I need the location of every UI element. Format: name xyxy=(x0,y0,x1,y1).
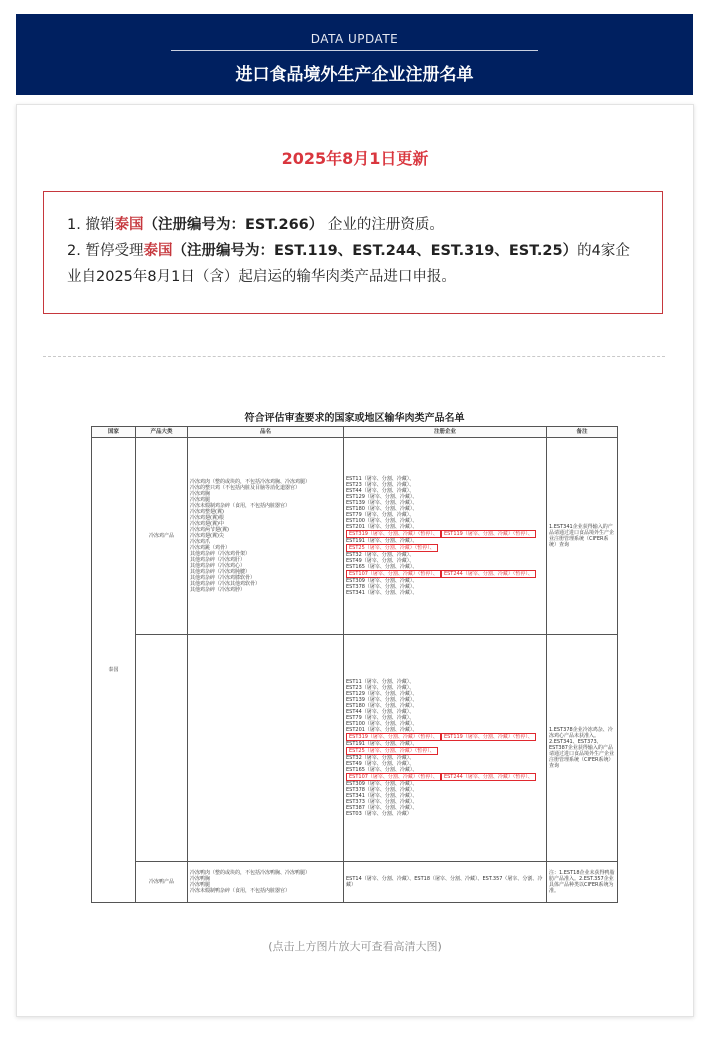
duck-product-list xyxy=(188,862,344,903)
product-item: 冷冻鸡肉（整的或块的，不包括冷冻鸡胸、冷冻鸡腿） xyxy=(190,479,311,486)
est-item: EST107（屠宰、分割、冷藏）（暂停）、 xyxy=(346,570,441,578)
product-item: 冷冻鸭胸 xyxy=(190,876,211,883)
notice-line-1 xyxy=(67,212,640,238)
product-item: 其他鸡杂碎（冷冻其他鸡软骨） xyxy=(190,581,261,588)
chicken-product-list xyxy=(188,438,344,635)
notice-2-prefix: 2. 暂停受理 xyxy=(67,243,144,259)
est-item: EST165（屠宰、分割、冷藏）、 xyxy=(346,767,418,774)
category-chicken: 冷冻鸡产品 xyxy=(136,438,188,635)
remark-2: 1.EST378企业冷冻鸡杂、冷冻鸡心产品未获准入。2.EST341、EST373、EST387企业获得输入的产品请通过进口食品境外生产企业注册管理系统（CIFER系统）查询 xyxy=(547,635,618,862)
est-item: EST119（屠宰、分割、冷藏）（暂停）、 xyxy=(441,733,536,741)
product-item: 冷冻未煅制鸡杂碎（食用，不包括内脏器官） xyxy=(190,503,291,510)
est-item: EST44（屠宰、分割、冷藏）、 xyxy=(346,488,415,495)
notice-2-suffix: 的4家企业自2025年8月1日（含）起启运的输华肉类产品进口申报。 xyxy=(67,243,630,285)
est-duck: EST14（屠宰、分割、冷藏）、EST18（屠宰、分割、冷藏）、EST.357（屠宰、分割、冷藏） xyxy=(344,862,547,903)
chicken-product-list-2 xyxy=(188,635,344,862)
notice-2-country: 泰国 xyxy=(143,243,173,259)
est-item: EST244（屠宰、分割、冷藏）（暂停）、 xyxy=(441,570,536,578)
est-item: EST201（屠宰、分割、冷藏）、 xyxy=(346,727,418,734)
est-item: EST341（屠宰、分割、冷藏）、 xyxy=(346,590,418,597)
est-item: EST11（屠宰、分割、冷藏）、 xyxy=(346,679,415,686)
est-item: EST44（屠宰、分割、冷藏）、 xyxy=(346,709,415,716)
est-item: EST191（屠宰、分割、冷藏）、 xyxy=(346,538,418,545)
product-item: 冷冻鸭肉（整的或块的，不包括冷冻鸭胸、冷冻鸭腿） xyxy=(190,870,311,877)
header-divider xyxy=(171,50,538,51)
est-item: EST191（屠宰、分割、冷藏）、 xyxy=(346,741,418,748)
est-item: EST378（屠宰、分割、冷藏）、 xyxy=(346,787,418,794)
col-header-category: 产品大类 xyxy=(136,427,188,438)
est-item: EST49（屠宰、分割、冷藏）、 xyxy=(346,558,415,565)
est-item: EST180（屠宰、分割、冷藏）、 xyxy=(346,703,418,710)
est-item: EST79（屠宰、分割、冷藏）、 xyxy=(346,512,415,519)
est-item: EST309（屠宰、分割、冷藏）、 xyxy=(346,578,418,585)
update-date: 2025年8月1日更新 xyxy=(281,149,429,168)
est-item: EST139（屠宰、分割、冷藏）、 xyxy=(346,697,418,704)
notice-1-suffix: 企业的注册资质。 xyxy=(327,217,444,233)
est-item: EST373（屠宰、分割、冷藏）、 xyxy=(346,799,418,806)
est-item: EST201（屠宰、分割、冷藏）、 xyxy=(346,524,418,531)
category-chicken-2 xyxy=(136,635,188,862)
est-item: EST100（屠宰、分割、冷藏）、 xyxy=(346,721,418,728)
category-duck: 冷冻鸭产品 xyxy=(136,862,188,903)
col-header-country: 国家 xyxy=(92,427,136,438)
est-item: EST23（屠宰、分割、冷藏）、 xyxy=(346,685,415,692)
product-item: 其他鸡杂碎（冷冻鸡心） xyxy=(190,563,246,570)
est-item: EST319（屠宰、分割、冷藏）（暂停）、 xyxy=(346,733,441,741)
est-item: EST139（屠宰、分割、冷藏）、 xyxy=(346,500,418,507)
est-item: EST180（屠宰、分割、冷藏）、 xyxy=(346,506,418,513)
est-item: EST119（屠宰、分割、冷藏）（暂停）、 xyxy=(441,530,536,538)
product-item: 冷冻鸭腿 xyxy=(190,882,211,889)
remark-1: 1.EST341企业获得输入的产品请通过进口食品境外生产企业注册管理系统（CIFER系统）查询 xyxy=(547,438,618,635)
table-title: 符合评估审查要求的国家或地区输华肉类产品名单 xyxy=(92,412,618,427)
notice-2-reg: （注册编号为：EST.119、EST.244、EST.319、EST.25） xyxy=(172,243,578,259)
page-header xyxy=(16,14,693,95)
product-item: 其他鸡杂碎（冷冻鸡肝） xyxy=(190,557,246,564)
est-item: EST129（屠宰、分割、冷藏）、 xyxy=(346,691,418,698)
notice-1-reg: （注册编号为：EST.266） xyxy=(143,217,324,233)
product-item: 冷冻鸡整翅(翼) xyxy=(190,509,224,516)
col-header-product: 品名 xyxy=(188,427,344,438)
meat-product-list-image[interactable] xyxy=(91,412,617,903)
est-item: EST32（屠宰、分割、冷藏）、 xyxy=(346,755,415,762)
est-list-2 xyxy=(344,635,547,862)
est-item: EST100（屠宰、分割、冷藏）、 xyxy=(346,518,418,525)
est-item: EST165（屠宰、分割、冷藏）、 xyxy=(346,564,418,571)
est-item: EST23（屠宰、分割、冷藏）、 xyxy=(346,482,415,489)
est-item: EST11（屠宰、分割、冷藏）、 xyxy=(346,476,415,483)
col-header-remark: 备注 xyxy=(547,427,618,438)
est-item: EST309（屠宰、分割、冷藏）、 xyxy=(346,781,418,788)
image-caption: (点击上方图片放大可查看高清大图) xyxy=(268,940,442,953)
product-item: 冷冻鸡翅(翼)尖 xyxy=(190,533,224,540)
product-item: 其他鸡杂碎（冷冻鸡骨架） xyxy=(190,551,251,558)
est-item: EST25（屠宰、分割、冷藏）（暂停）、 xyxy=(346,544,438,552)
product-item: 冷冻鸡胸 xyxy=(190,491,211,498)
est-item: EST49（屠宰、分割、冷藏）、 xyxy=(346,761,415,768)
page-title: 进口食品境外生产企业注册名单 xyxy=(235,65,474,85)
product-item: 冷冻的整只鸡（不包括内脏及目脑等消化道器官） xyxy=(190,485,301,492)
notice-line-2 xyxy=(67,238,640,290)
notice-1-prefix: 1. 撤销 xyxy=(67,217,115,233)
remark-3: 注：1.EST18企业未获得鸭脂肪产品准入。2.EST.357企业具体产品种类以CIFER系统为准。 xyxy=(547,862,618,903)
product-item: 冷冻未煅制鸭杂碎（食用，不包括内脏器官） xyxy=(190,888,291,895)
col-header-establishment: 注册企业 xyxy=(344,427,547,438)
est-item: EST387（屠宰、分割、冷藏）、 xyxy=(346,805,418,812)
content-card xyxy=(16,104,694,1017)
est-item: EST107（屠宰、分割、冷藏）（暂停）、 xyxy=(346,773,441,781)
product-item: 冷冻鸡翅(翼)根 xyxy=(190,515,224,522)
product-item: 其他鸡杂碎（冷冻鸡肫腱） xyxy=(190,569,251,576)
product-item: 其他鸡杂碎（冷冻鸡脖） xyxy=(190,587,246,594)
product-item: 冷冻鸡翅(翼)中 xyxy=(190,521,224,528)
country-cell: 泰国 xyxy=(92,438,136,903)
est-item: EST129（屠宰、分割、冷藏）、 xyxy=(346,494,418,501)
est-item: EST25（屠宰、分割、冷藏）（暂停）、 xyxy=(346,747,438,755)
dashed-divider xyxy=(43,356,665,357)
est-item: EST319（屠宰、分割、冷藏）（暂停）、 xyxy=(346,530,441,538)
product-item: 冷冻鸡两节翅(翼) xyxy=(190,527,229,534)
notice-1-country: 泰国 xyxy=(114,217,144,233)
product-item: 其他鸡杂碎（冷冻鸡膝软骨） xyxy=(190,575,256,582)
meat-product-table xyxy=(91,412,618,903)
est-list-1 xyxy=(344,438,547,635)
est-item: EST79（屠宰、分割、冷藏）、 xyxy=(346,715,415,722)
notice-box xyxy=(43,191,663,314)
est-item: EST378（屠宰、分割、冷藏）、 xyxy=(346,584,418,591)
product-item: 冷冻鸡跳（鸡骨） xyxy=(190,545,231,552)
est-item: EST341（屠宰、分割、冷藏）、 xyxy=(346,793,418,800)
product-item: 冷冻鸡爪 xyxy=(190,539,211,546)
est-item: EST03（屠宰、分割、冷藏） xyxy=(346,811,412,818)
product-item: 冷冻鸡腿 xyxy=(190,497,211,504)
header-kicker: DATA UPDATE xyxy=(310,32,399,46)
est-item: EST244（屠宰、分割、冷藏）（暂停）、 xyxy=(441,773,536,781)
est-item: EST32（屠宰、分割、冷藏）、 xyxy=(346,552,415,559)
